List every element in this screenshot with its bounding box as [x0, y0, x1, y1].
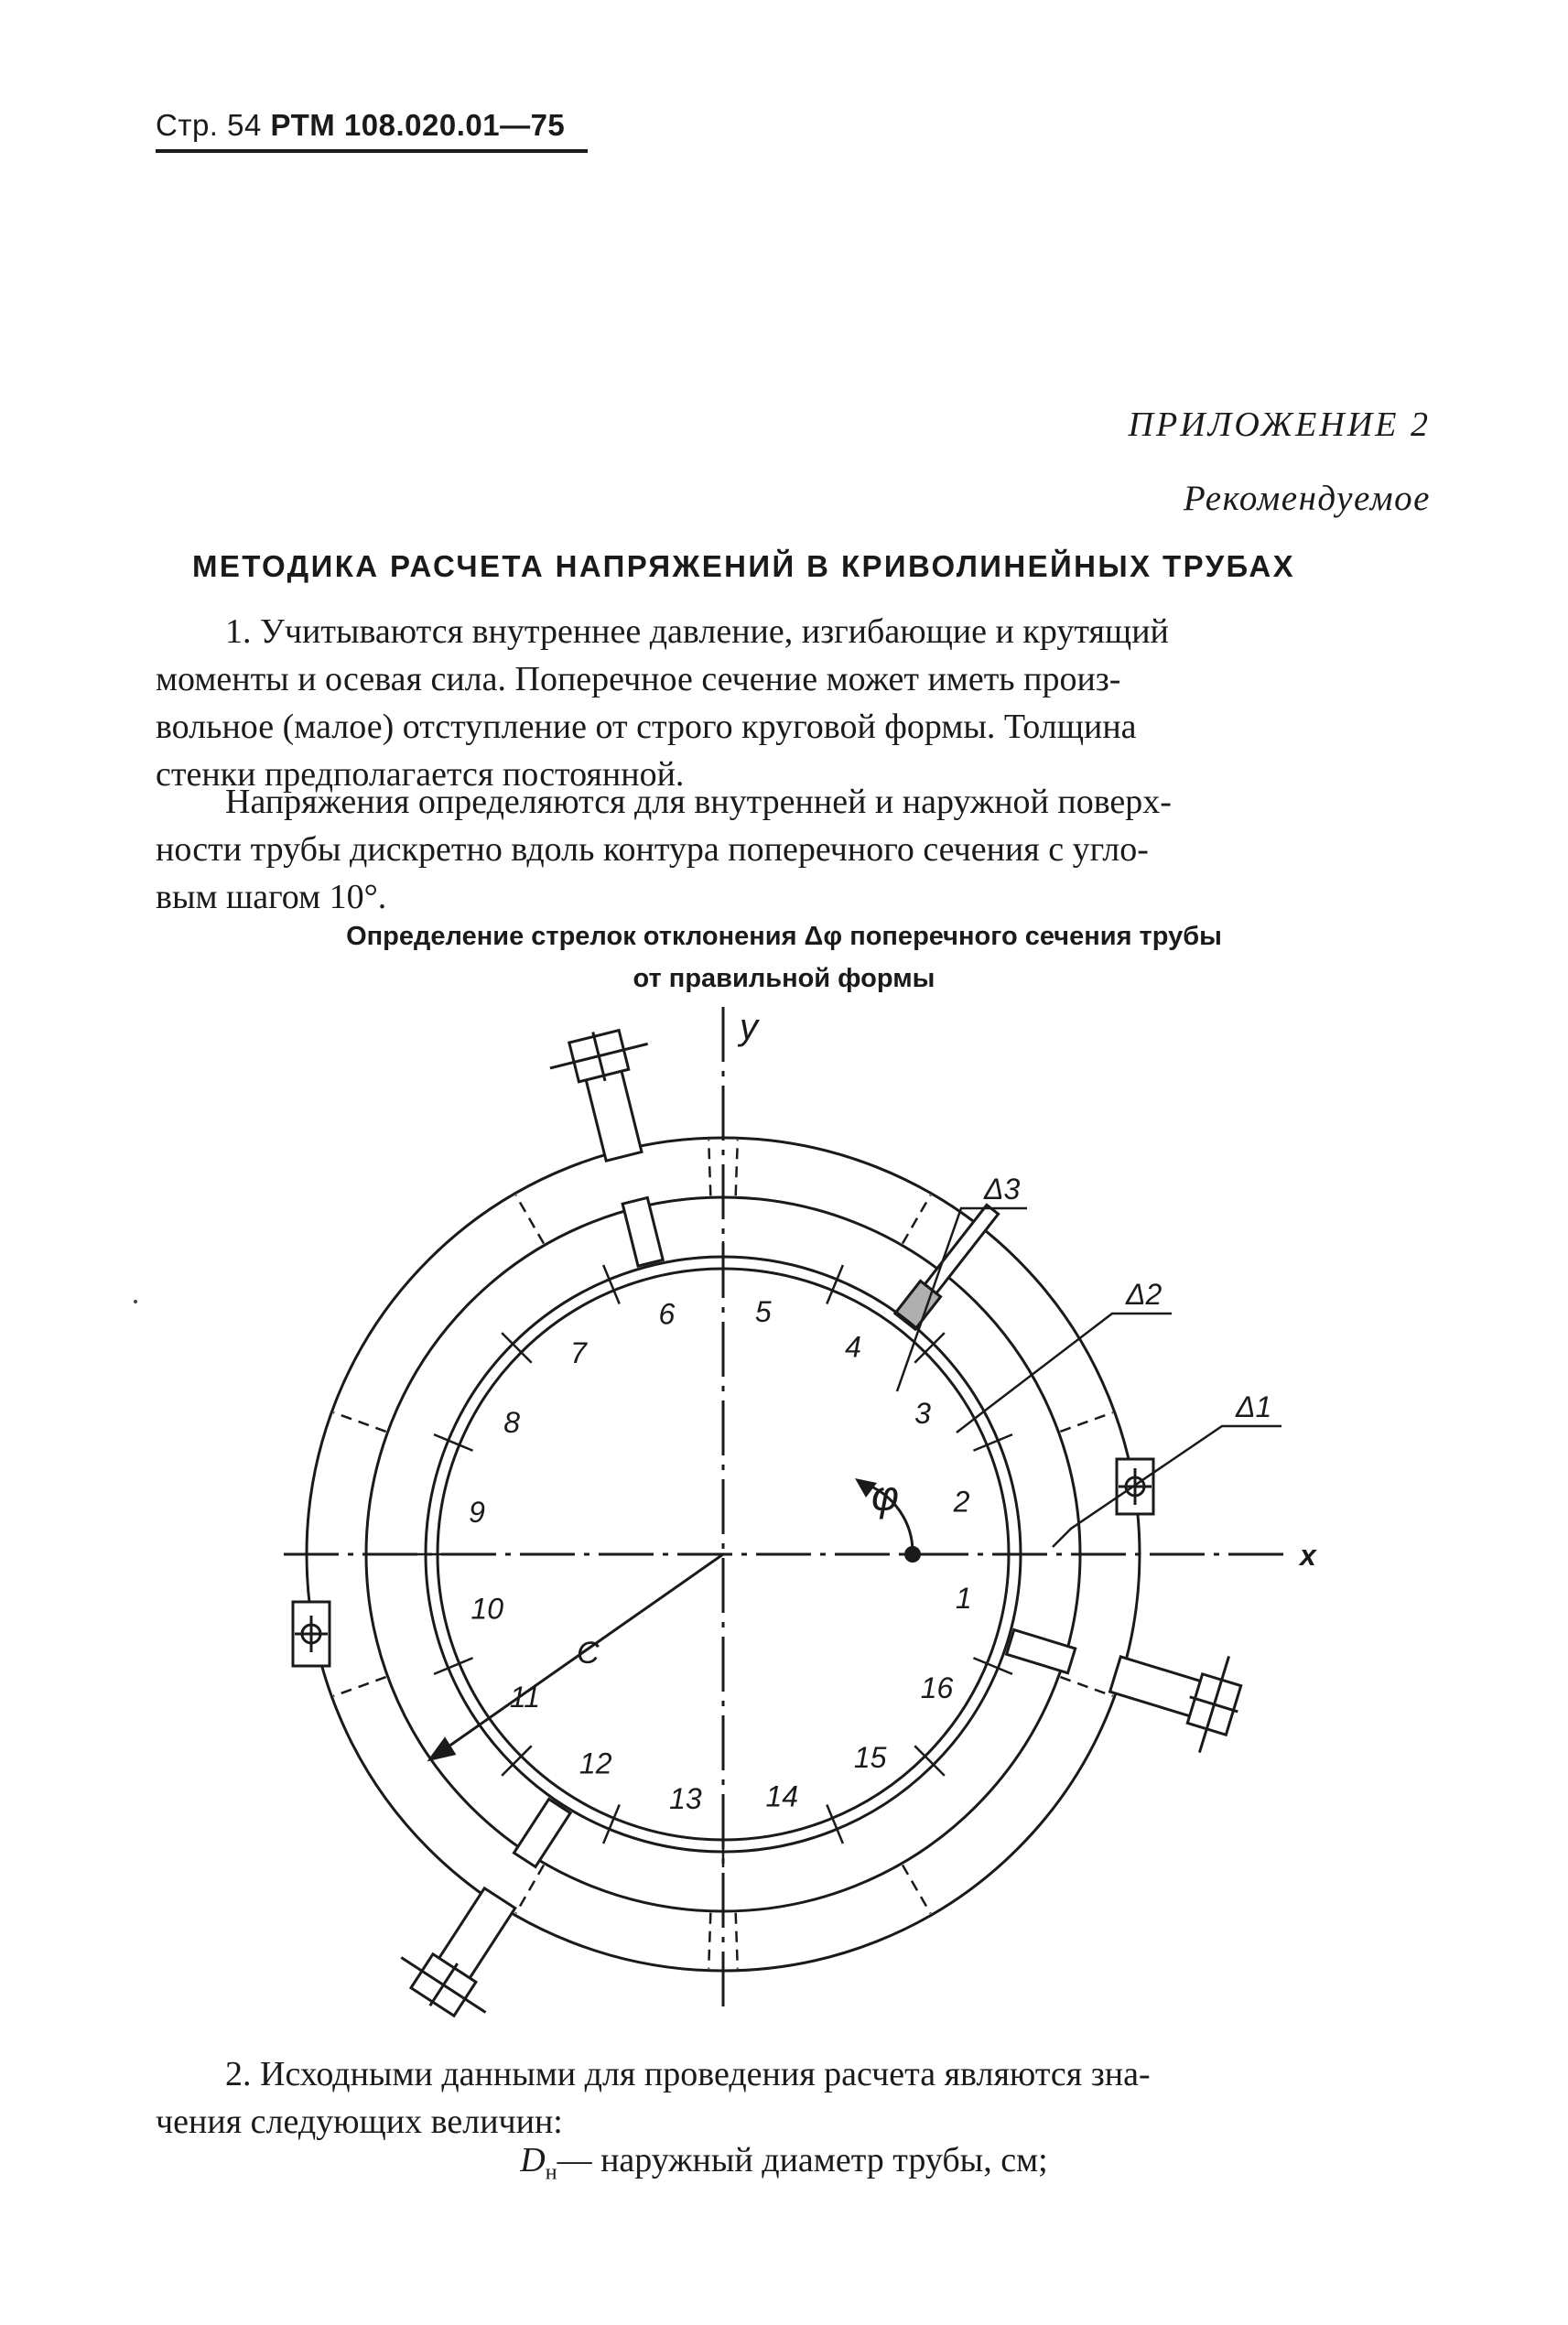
formula-symbol: D: [520, 2141, 546, 2179]
radius-c-arrowhead: [430, 1739, 454, 1759]
center-point: [904, 1546, 921, 1563]
phi-label: φ: [871, 1472, 900, 1519]
page-number: Стр. 54: [156, 108, 262, 142]
pipe-cross-section-diagram: [265, 998, 1364, 2032]
pin-left: [293, 1602, 330, 1666]
figure-caption-line-2: от правильной формы: [633, 964, 935, 993]
delta2-label: Δ2: [1126, 1278, 1162, 1311]
paragraph-2-line: вым шагом 10°.: [156, 878, 387, 916]
formula-outer-diameter: [0, 2140, 1568, 2186]
page-header: [156, 108, 565, 143]
paragraph-2: [156, 778, 1431, 921]
point-label: 8: [503, 1405, 521, 1439]
point-label: 5: [754, 1295, 772, 1329]
pipe-tick: [434, 1434, 472, 1451]
ring-dash-segment: [1060, 1412, 1112, 1432]
paragraph-1-line: моменты и осевая сила. Поперечное сечение может иметь произ-: [156, 660, 1121, 698]
point-label: 6: [658, 1297, 676, 1331]
pipe-tick: [603, 1804, 620, 1843]
ring-dash-segment: [708, 1140, 710, 1195]
delta3-label: Δ3: [984, 1173, 1021, 1206]
pipe-tick: [973, 1658, 1011, 1674]
ring-dash-segment: [903, 1865, 931, 1913]
scan-speck: [134, 1300, 137, 1303]
axis-y-label: y: [740, 1007, 758, 1047]
point-label: 16: [920, 1671, 954, 1705]
point-label: 14: [765, 1779, 799, 1813]
delta2-leader: [957, 1314, 1172, 1433]
pin-right: [1117, 1459, 1153, 1514]
delta1-label: Δ1: [1236, 1390, 1272, 1423]
paragraph-3: [156, 2050, 1431, 2146]
point-label: 9: [469, 1496, 485, 1530]
ring-dash-segment: [736, 1140, 738, 1195]
ring-dash-segment: [903, 1195, 931, 1244]
ring-dash-segment: [1060, 1677, 1112, 1696]
recommended-label: Рекомендуемое: [1183, 479, 1431, 518]
paragraph-1-line: стенки предполагается постоянной.: [156, 755, 685, 794]
pipe-tick: [827, 1265, 843, 1303]
point-label: 15: [853, 1741, 887, 1775]
point-label: 1: [955, 1581, 972, 1615]
radius-c-label: C: [577, 1636, 600, 1671]
section-title: МЕТОДИКА РАСЧЕТА НАПРЯЖЕНИЙ В КРИВОЛИНЕЙНЫХ ТРУБАХ: [192, 549, 1296, 583]
bolt-top-left: [544, 1020, 699, 1275]
paragraph-2-line: Напряжения определяются для внутренней и наружной поверх-: [225, 783, 1172, 821]
ring-dash-segment: [333, 1677, 385, 1696]
ring-dash-segment: [333, 1412, 385, 1432]
point-label: 11: [509, 1680, 541, 1714]
bolt-right: [996, 1594, 1253, 1759]
header-rule: [156, 149, 588, 153]
paragraph-3-line: чения следующих величин:: [156, 2103, 563, 2141]
formula-text: — наружный диаметр трубы, см;: [557, 2141, 1048, 2179]
point-label: 13: [669, 1781, 702, 1815]
ring-dash-segment: [708, 1913, 710, 1969]
point-label: 3: [914, 1397, 931, 1431]
point-label: 12: [579, 1746, 612, 1780]
pipe-tick: [973, 1434, 1011, 1451]
paragraph-3-line: 2. Исходными данными для проведения расчета являются зна-: [225, 2055, 1151, 2093]
ring-dash-segment: [516, 1865, 545, 1913]
formula-subscript: н: [545, 2160, 557, 2185]
point-label: 10: [470, 1592, 503, 1626]
pipe-tick: [434, 1658, 472, 1674]
point-label: 4: [845, 1330, 861, 1364]
appendix-label: ПРИЛОЖЕНИЕ 2: [1128, 406, 1431, 444]
paragraph-1-line: вольное (малое) отступление от строго круговой формы. Толщина: [156, 708, 1137, 746]
point-label: 2: [953, 1485, 970, 1519]
ring-dash-segment: [736, 1913, 738, 1969]
bolt-bottom-left: [388, 1779, 602, 2032]
pipe-tick: [827, 1804, 843, 1843]
paragraph-1-line: 1. Учитываются внутреннее давление, изгибающие и крутящий: [225, 612, 1169, 651]
point-label: 7: [570, 1336, 587, 1369]
delta1-leader: [1053, 1426, 1281, 1547]
indicator-rod: [895, 1202, 1002, 1329]
paragraph-2-line: ности трубы дискретно вдоль контура поперечного сечения с угло-: [156, 830, 1149, 869]
ring-dash-segment: [516, 1195, 545, 1244]
figure-caption-line-1: Определение стрелок отклонения Δφ поперечного сечения трубы: [346, 922, 1222, 951]
document-code: РТМ 108.020.01—75: [270, 108, 566, 142]
pipe-tick: [603, 1265, 620, 1303]
paragraph-1: [156, 608, 1431, 798]
axis-x-label: x: [1300, 1539, 1316, 1572]
